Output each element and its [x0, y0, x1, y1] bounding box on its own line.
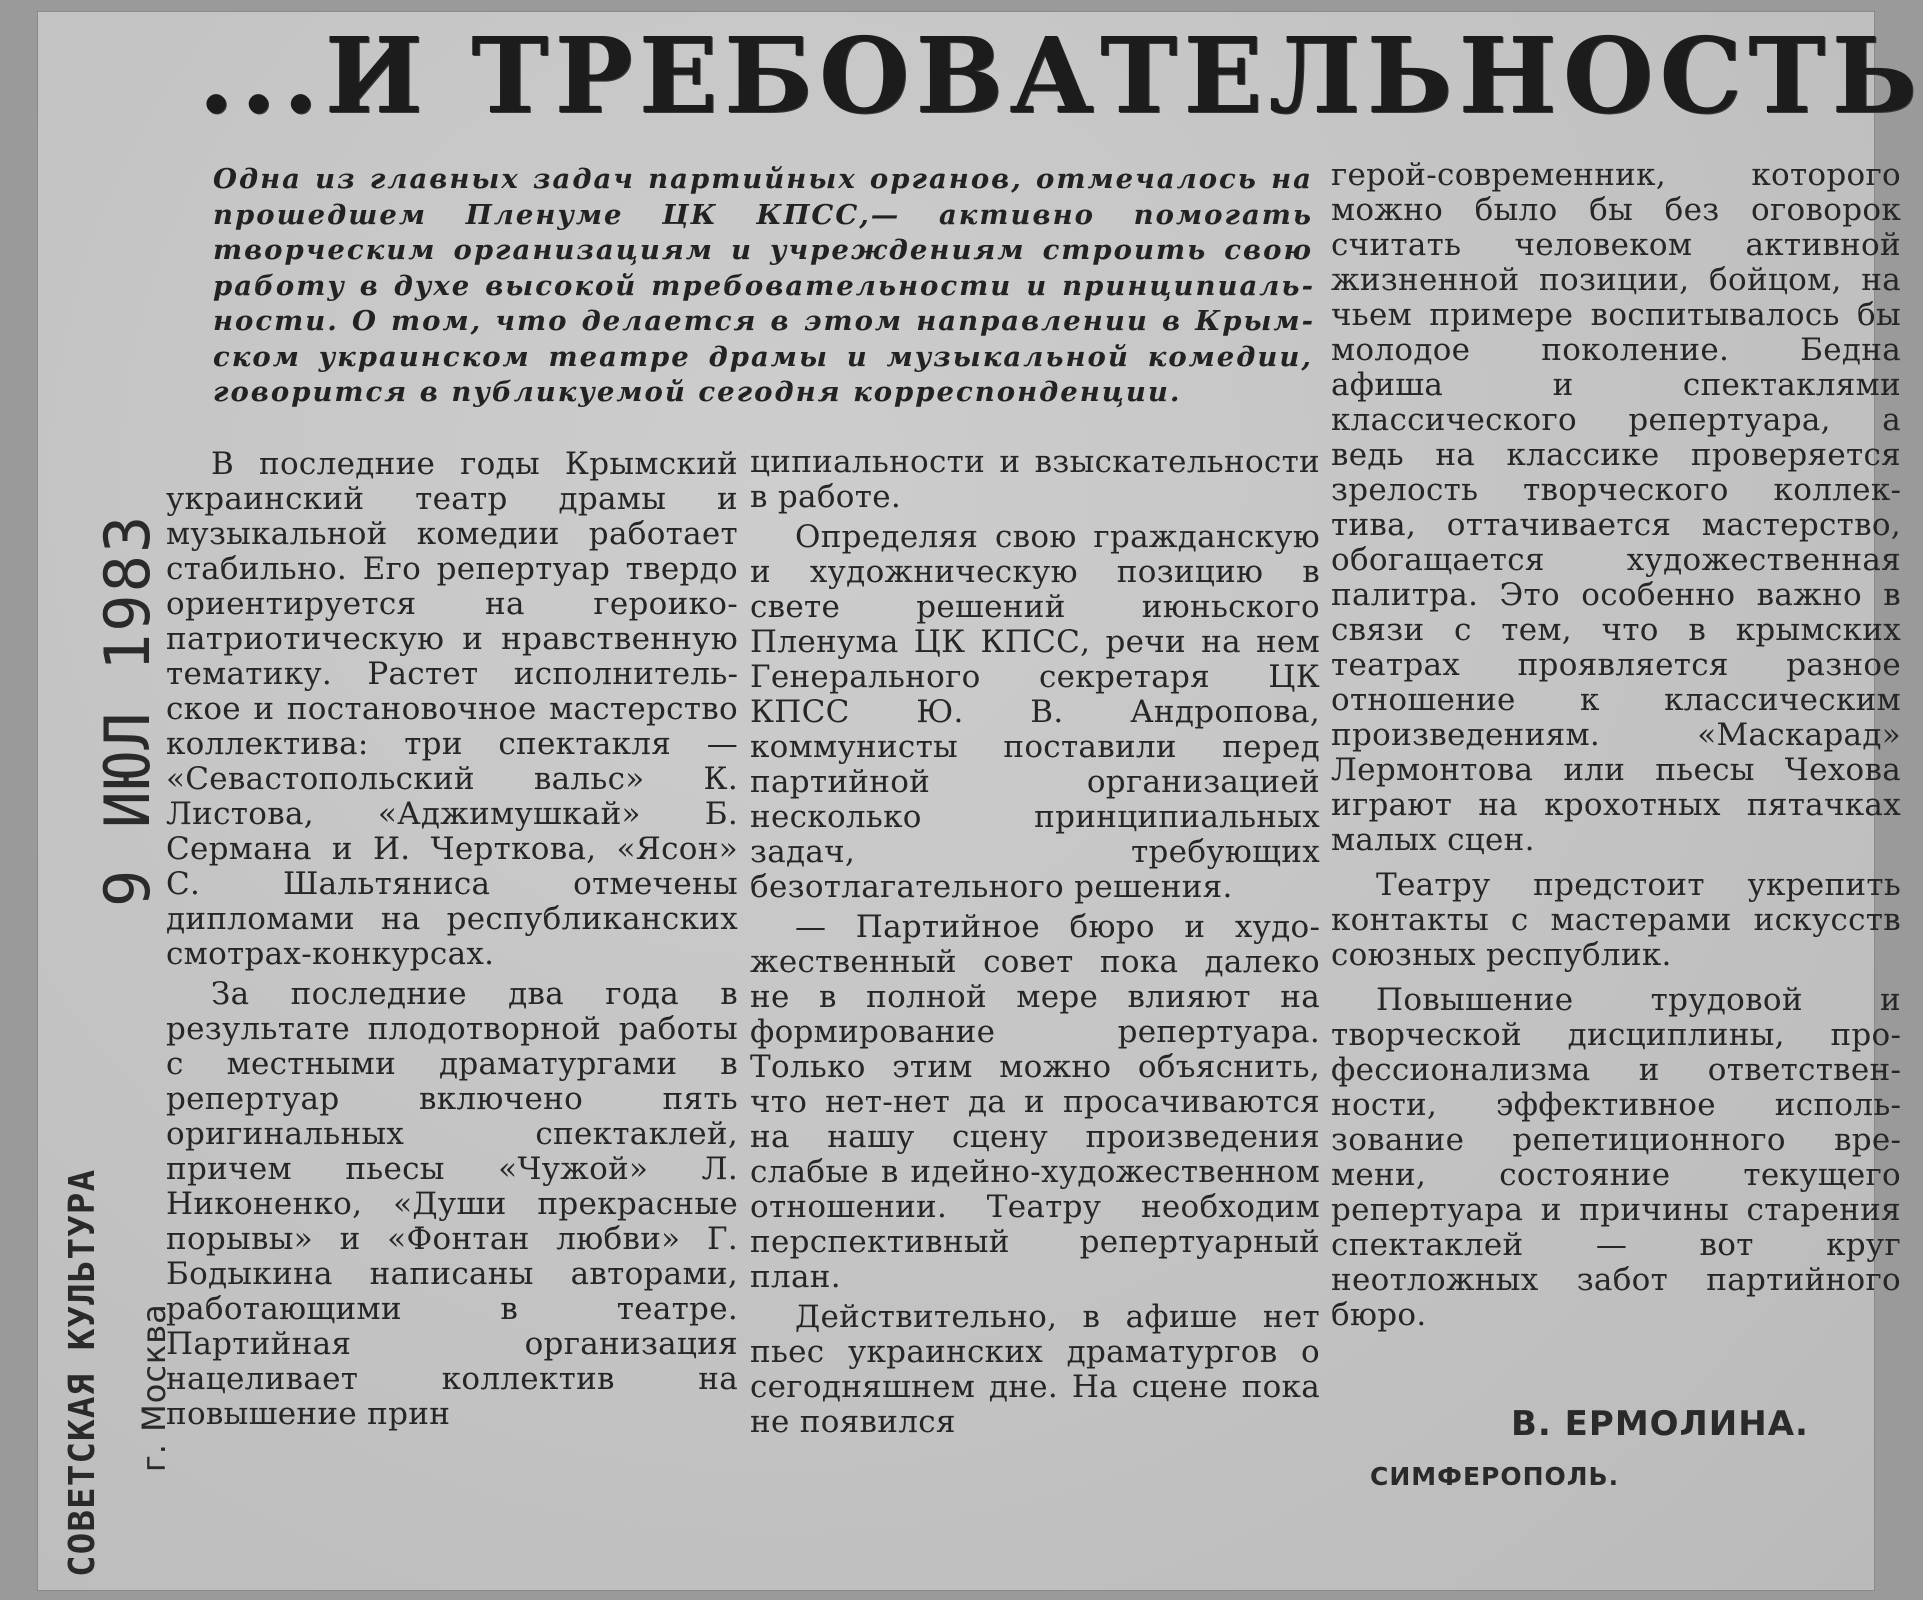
column-3-paragraph: Театру предстоит укрепить контакты с мастерами искусств союзных республик.: [1331, 867, 1901, 973]
article-city: СИМФЕРОПОЛЬ.: [1370, 1462, 1620, 1491]
article-column-1: [166, 447, 738, 1432]
column-2-paragraph: Действительно, в афише нет пьес украинских драматургов о сегодняшнем дне. На сцене пока не появился: [750, 1299, 1320, 1440]
column-1-paragraph: За последние два года в результате плодотворной работы с местными драматургами в репертуар включено пять оригинальных спектаклей, причем пьесы «Чужой» Л. Никоненко, «Души прекрасные порывы» и «Фонтан любви» Г. Бодыкина написаны авторами, работающими в театре. Партийная организация нацеливает коллектив на повышение прин: [166, 976, 738, 1432]
column-3-paragraph: Повышение трудовой и творческой дисциплины, профессионализма и ответственности, эффективное использование репетиционного времени, состояние текущего репертуара и причины старения спектаклей — вот круг неотложных забот партийного бюро.: [1331, 982, 1901, 1333]
column-3-paragraph: герой-современник, которого можно было бы без оговорок считать человеком активной жизненной позиции, бойцом, на чьем примере воспитывалось бы молодое поколение. Бедна афиша и спектаклями классического репертуара, а ведь на классике проверяется зрелость творческого коллектива, оттачивается мастерство, обогащается художественная палитра. Это особенно важно в связи с тем, что в крымских театрах проявляется разное отношение к классическим произведениям. «Маскарад» Лермонтова или пьесы Чехова играют на крохотных пятачках малых сцен.: [1331, 157, 1901, 858]
column-2-paragraph: ципиальности и взыскательности в работе.: [750, 444, 1320, 515]
clipping-date-stamp: 9 ИЮЛ 1983: [91, 513, 164, 907]
article-column-3: [1331, 158, 1901, 1333]
article-author: В. ЕРМОЛИНА.: [1511, 1404, 1809, 1444]
article-headline: ...И ТРЕБОВАТЕЛЬНОСТЬ: [198, 14, 1923, 137]
newspaper-clipping: [38, 12, 1923, 1590]
article-column-2: [750, 445, 1320, 1440]
newspaper-city-stamp: г. Москва: [135, 1303, 173, 1472]
column-2-paragraph: Определяя свою гражданскую и художническую позицию в свете решений июньского Пленума ЦК КПСС, речи на нем Генерального секретаря ЦК КПСС Ю. В. Андропова, коммунисты поставили перед партийной организацией несколько принципиальных задач, требующих безотлагательного решения.: [750, 519, 1320, 905]
article-lead: Одна из главных задач партийных органов, отмечалось на прошедшем Пленуме ЦК КПСС,— активно помогать творческим организациям и учреждениям строить свою работу в духе высокой требовательности и принципиальности. О том, что делается в этом направлении в Крымском украинском театре драмы и музыкальной комедии, говорится в публикуемой сегодня корреспонденции.: [213, 163, 1313, 408]
newspaper-name-stamp: СОВЕТСКАЯ КУЛЬТУРА: [62, 1168, 103, 1577]
column-2-paragraph: — Партийное бюро и художественный совет пока далеко не в полной мере влияют на формирование репертуара. Только этим можно объяснить, что нет-нет да и просачиваются на нашу сцену произведения слабые в идейно-художественном отношении. Театру необходим перспективный репертуарный план.: [750, 909, 1320, 1295]
column-1-paragraph: В последние годы Крымский украинский театр драмы и музыкальной комедии работает стабильно. Его репертуар твердо ориентируется на героико-патриотическую и нравственную тематику. Растет исполнительское и постановочное мастерство коллектива: три спектакля — «Севастопольский вальс» К. Листова, «Аджимушкай» Б. Сермана и И. Черткова, «Ясон» С. Шальтяниса отмечены дипломами на республиканских смотрах-конкурсах.: [166, 446, 738, 972]
